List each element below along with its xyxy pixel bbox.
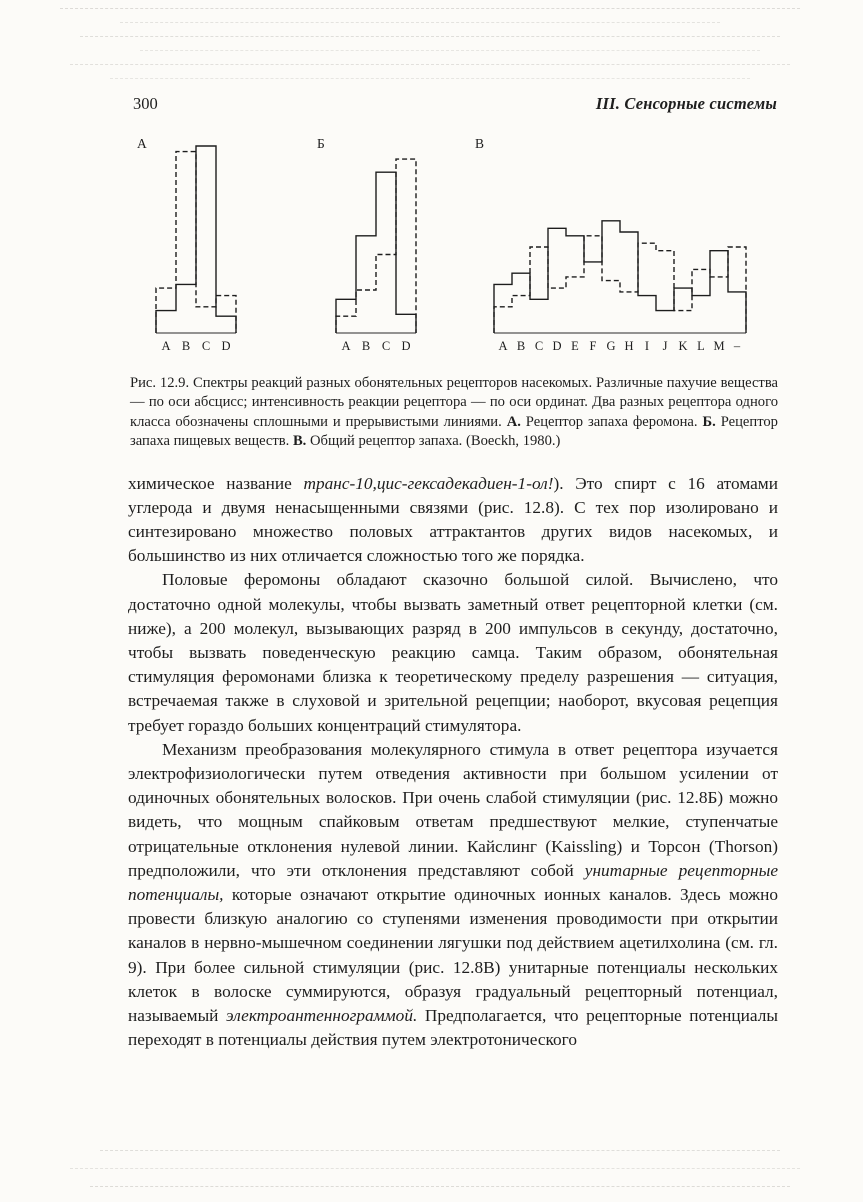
x-tick-label: C	[534, 339, 544, 353]
text-segment: Половые феромоны обладают сказочно большой силой. Вычислено, что достаточно одной молекулы, чтобы вызвать заметный ответ рецепторной клетки (см. ниже), а 200 молекул, вызывающих разряд в 200 импульсов в секунду, достаточно, чтобы вызвать поведенческую реакцию самца. Таким образом, обонятельная стимуляция феромонами близка к теоретическому пределу разрешения — ситуация, встречаемая также в слуховой и зрительной рецепции; наоборот, вкусовая рецепция требует гораздо больших концентраций стимулятора.	[128, 570, 778, 735]
text-segment: Предполагается, что рецепторные потенциалы переходят в потенциалы действия путем электротонического	[128, 1006, 778, 1050]
scan-artifact	[60, 8, 800, 9]
scan-artifact	[70, 64, 790, 65]
x-tick-label: B	[361, 339, 371, 353]
text-segment: Общий рецептор запаха. (Boeckh, 1980.)	[306, 433, 561, 450]
text-segment: Рецептор запаха пищевых веществ.	[130, 413, 778, 450]
dashed-series-line	[494, 236, 746, 333]
x-tick-label: K	[678, 339, 688, 353]
text-segment: которые означают открытие одиночных ионных каналов. Здесь можно провести близкую аналогию со ступенями изменения проводимости при открытии каналов в нервно-мышечном соединении лягушки под действием ацетилхолина (см. гл. 9). При более сильной стимуляции (рис. 12.8В) унитарные потенциалы нескольких клеток в волоске суммируются, образуя градуальный рецепторный потенциал, называемый	[128, 885, 778, 1026]
scan-artifact	[100, 1150, 780, 1151]
chart-panel-3	[475, 136, 750, 358]
text-segment: Б.	[702, 413, 716, 430]
text-segment: химическое название	[128, 473, 304, 493]
scan-artifact	[90, 1186, 790, 1187]
x-tick-label: D	[401, 339, 411, 353]
text-segment: Рис. 12.9. Спектры реакций разных обонятельных рецепторов насекомых. Различные пахучие вещества — по оси абсцисс; интенсивность реакции рецептора — по оси ординат. Два разных рецептора одного класса обозначены сплошными и прерывистыми линиями.	[130, 375, 778, 430]
x-tick-label: A	[341, 339, 351, 353]
reaction-spectrum-chart	[332, 142, 420, 358]
scan-artifact	[70, 1168, 800, 1169]
x-tick-label: B	[516, 339, 526, 353]
text-segment: Механизм преобразования молекулярного стимула в ответ рецептора изучается электрофизиологически путем отведения активности при большом усилении от одиночных обонятельных волосков. При очень слабой стимуляции (рис. 12.8Б) можно видеть, что мощным спайковым ответам предшествуют мелкие, ступенчатые отрицательные отклонения нулевой линии. Кайслинг (Kaissling) и Торсон (Thorson) предположили, что эти отклонения представляют собой	[128, 739, 778, 880]
x-tick-label: M	[713, 339, 725, 353]
text-segment: ). Это спирт с 16 атомами углерода и двумя ненасыщенными связями (рис. 12.8). С тех пор изолировано и синтезировано множество половых аттрактантов других видов насекомых, и большинство из них отличается сложностью того же порядка.	[128, 473, 778, 566]
x-tick-label: I	[644, 339, 650, 353]
running-head: III. Сенсорные системы	[595, 94, 777, 113]
x-tick-label: H	[624, 339, 634, 353]
x-tick-label: J	[662, 339, 668, 353]
body-paragraph	[128, 568, 778, 737]
x-tick-label: F	[589, 339, 597, 353]
reaction-spectrum-chart	[490, 142, 750, 358]
text-segment: электроантеннограммой.	[226, 1006, 418, 1026]
chart-panel-2	[317, 136, 420, 358]
text-segment: унитарные рецепторные потенциалы,	[128, 860, 778, 905]
page-number: 300	[133, 94, 158, 113]
scan-artifact	[120, 22, 720, 23]
x-tick-label: –	[733, 339, 741, 353]
x-tick-label: D	[221, 339, 231, 353]
body-paragraph	[128, 472, 778, 569]
x-tick-label: E	[571, 339, 579, 353]
scan-artifact	[110, 78, 750, 79]
x-tick-label: A	[498, 339, 508, 353]
chart-panel-1	[137, 136, 240, 358]
scan-artifact	[80, 36, 780, 37]
x-tick-label: C	[201, 339, 211, 353]
body-paragraph	[128, 738, 778, 1053]
text-segment: В.	[292, 433, 307, 450]
panel-letter: Б	[317, 136, 325, 151]
figure-caption	[130, 374, 778, 452]
x-tick-label: G	[606, 339, 616, 353]
text-segment: Рецептор запаха феромона.	[520, 413, 703, 430]
dashed-series-line	[156, 152, 236, 333]
page-header	[0, 94, 863, 114]
text-segment: А.	[506, 413, 521, 430]
x-tick-label: L	[697, 339, 705, 353]
x-tick-label: A	[161, 339, 171, 353]
scan-artifact	[140, 50, 760, 51]
solid-series-line	[494, 221, 746, 333]
figure-12-9	[0, 136, 863, 358]
text-segment: транс-10,цис-гексадекадиен-1-ол!	[303, 473, 554, 493]
solid-series-line	[336, 172, 416, 333]
panel-letter: В	[475, 136, 485, 151]
x-tick-label: C	[381, 339, 391, 353]
panel-letter: А	[137, 136, 147, 151]
x-tick-label: D	[552, 339, 562, 353]
x-tick-label: B	[181, 339, 191, 353]
reaction-spectrum-chart	[152, 142, 240, 358]
body-text	[128, 472, 778, 1053]
